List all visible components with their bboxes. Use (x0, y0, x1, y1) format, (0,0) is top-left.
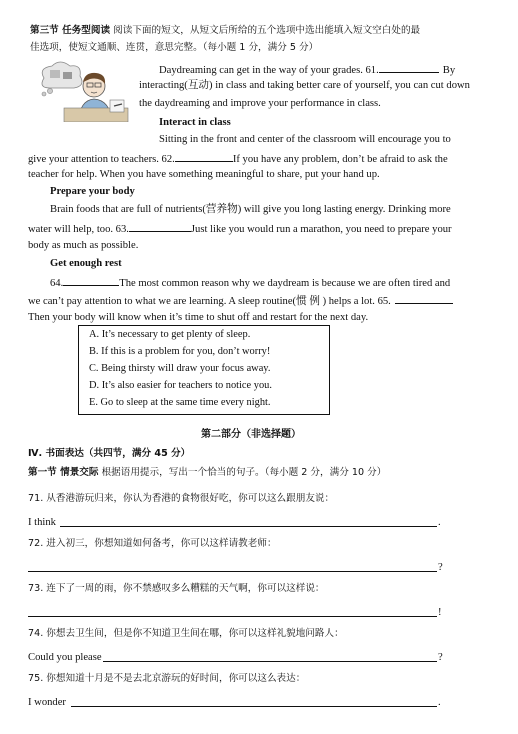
question-71: 71. 从香港游玩归来，你认为香港的食物很好吃，你可以这么跟朋友说： (28, 493, 335, 504)
q71-start: I think (28, 517, 56, 528)
para4-line3: Then your body will know when it’s time to shut off and restart for the next day. (28, 312, 369, 323)
heading-get-enough-rest: Get enough rest (50, 258, 122, 269)
heading-prepare-your-body: Prepare your body (50, 186, 135, 197)
para1-text-a: Daydreaming can get in the way of your grades. 61. (159, 65, 379, 76)
q75-answer-line[interactable] (71, 706, 437, 707)
para4-text-b: The most common reason why we daydream is because we are often tired and (119, 278, 451, 289)
para3-line1: Brain foods that are full of nutrients(营养物) will give you long lasting energy. Drinking more (50, 204, 451, 215)
blank-63[interactable] (129, 221, 191, 232)
blank-61[interactable] (379, 62, 439, 73)
option-d: D. It’s also easier for teachers to notice you. (89, 380, 272, 391)
para1-line3: the daydreaming and improve your performance in class. (139, 98, 381, 109)
option-b: B. If this is a problem for you, don’t worry! (89, 346, 271, 357)
blank-62[interactable] (175, 151, 233, 162)
question-74: 74. 你想去卫生间，但是你不知道卫生间在哪，你可以这样礼貌地问路人： (28, 628, 344, 639)
question-72: 72. 进入初三，你想知道如何备考，你可以这样请教老师： (28, 538, 277, 549)
q73-answer-line[interactable] (28, 616, 437, 617)
question-73: 73. 连下了一周的雨，你不禁感叹多么糟糕的天气啊，你可以这样说： (28, 583, 325, 594)
para2-line3: teacher for help. When you have something meaningful to share, put your hand up. (28, 169, 380, 180)
section3-instr1: 阅读下面的短文，从短文后所给的五个选项中选出能填入短文空白处的最 (113, 25, 421, 36)
option-e: E. Go to sleep at the same time every night. (89, 397, 271, 408)
blank-65[interactable] (395, 293, 453, 304)
para3-line2 (28, 221, 452, 236)
q74-answer-line[interactable] (103, 661, 437, 662)
section4-title: Ⅳ. 书面表达（共四节，满分 45 分） (28, 448, 191, 459)
option-a: A. It’s necessary to get plenty of sleep. (89, 329, 251, 340)
section4-sub-instr: 根据语用提示，写出一个恰当的句子。（每小题 2 分，满分 10 分） (101, 467, 387, 478)
para4-text-a2: we can’t pay attention to what we are learning. A sleep routine(惯 例 ) helps a lot. 65. (28, 296, 391, 307)
para2-line2 (28, 151, 448, 166)
q72-answer-line[interactable] (28, 571, 437, 572)
para2-text-b: If you have any problem, don’t be afraid to ask the (232, 154, 448, 165)
option-c: C. Being thirsty will draw your focus away. (89, 363, 271, 374)
part2-title: 第二部分（非选择题） (201, 429, 301, 440)
options-box (78, 325, 330, 415)
section3-title: 第三节 任务型阅读 (30, 25, 111, 36)
question-75: 75. 你想知道十月是不是去北京游玩的好时间，你可以这么表达： (28, 673, 306, 684)
q72-end: ? (438, 562, 443, 573)
para1-line1 (159, 62, 455, 77)
para3-text-a: water will help, too. 63. (28, 224, 129, 235)
para1-line2: interacting(互动) in class and taking better care of yourself, you can cut down (139, 80, 470, 91)
section3-instruction-line1 (30, 24, 420, 37)
section3-instruction-line2: 佳选项，使短文通顺、连贯，意思完整。（每小题 1 分，满分 5 分） (30, 42, 319, 53)
blank-64[interactable] (63, 275, 119, 286)
para4-line1 (50, 275, 450, 290)
section4-subsection (28, 466, 386, 479)
para4-line2 (28, 293, 453, 308)
para4-text-a: 64. (50, 278, 64, 289)
q74-start: Could you please (28, 652, 102, 663)
q75-start: I wonder (28, 697, 66, 708)
q75-end: . (438, 697, 441, 708)
q71-end: . (438, 517, 441, 528)
para3-line3: body as much as possible. (28, 240, 139, 251)
para2-line1: Sitting in the front and center of the classroom will encourage you to (159, 134, 451, 145)
heading-interact-in-class: Interact in class (159, 117, 231, 128)
q71-answer-line[interactable] (60, 526, 437, 527)
section4-sub-title: 第一节 情景交际 (28, 467, 99, 478)
daydreaming-student-illustration (30, 60, 134, 122)
q73-end: ! (438, 607, 442, 618)
para2-text-a: give your attention to teachers. 62. (28, 154, 175, 165)
para3-text-b: Just like you would run a marathon, you need to prepare your (190, 224, 452, 235)
q74-end: ? (438, 652, 443, 663)
para1-text-b: By (442, 65, 456, 76)
